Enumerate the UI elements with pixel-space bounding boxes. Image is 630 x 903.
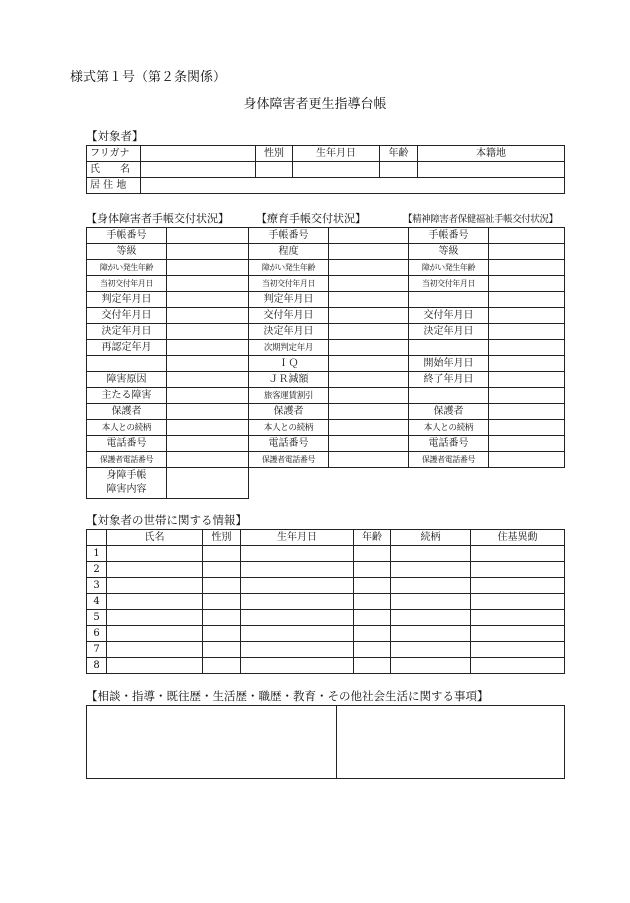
mental-handbook-label: 本人との続柄 — [409, 420, 489, 436]
physical-handbook-label: 障害原因 — [87, 372, 167, 388]
handbook-row — [87, 404, 565, 420]
physical-handbook-value[interactable] — [167, 260, 249, 276]
household-cell-sex[interactable] — [203, 658, 241, 674]
household-cell-sex[interactable] — [203, 562, 241, 578]
physical-handbook-label: 本人との続柄 — [87, 420, 167, 436]
household-cell-name[interactable] — [107, 642, 203, 658]
household-heading: 【対象者の世帯に関する情報】 — [86, 513, 247, 527]
handbook-row — [87, 260, 565, 276]
household-col-sex: 性別 — [203, 530, 241, 546]
mental-handbook-value[interactable] — [489, 356, 565, 372]
mental-handbook-label: 終了年月日 — [409, 372, 489, 388]
mental-handbook-label: 保護者 — [409, 404, 489, 420]
household-row-number: 3 — [87, 578, 107, 594]
household-cell-age[interactable] — [354, 610, 391, 626]
mental-handbook-value[interactable] — [489, 436, 565, 452]
ryoiku-handbook-value[interactable] — [329, 388, 409, 404]
mental-handbook-heading: 【精神障害者保健福祉手帳交付状況】 — [403, 214, 558, 225]
handbook-row — [87, 228, 565, 244]
mental-handbook-value[interactable] — [489, 276, 565, 292]
household-row — [87, 642, 565, 658]
household-row-number: 5 — [87, 610, 107, 626]
household-cell-age[interactable] — [354, 642, 391, 658]
physical-handbook-heading: 【身体障害者手帳交付状況】 — [86, 212, 229, 225]
age-value[interactable] — [380, 162, 418, 178]
ryoiku-handbook-label: 障がい発生年齢 — [249, 260, 329, 276]
domicile-label: 本籍地 — [418, 146, 565, 162]
household-cell-age[interactable] — [354, 578, 391, 594]
physical-handbook-value[interactable] — [167, 244, 249, 260]
household-cell-birth[interactable] — [241, 658, 354, 674]
sex-value[interactable] — [256, 162, 293, 178]
household-cell-sex[interactable] — [203, 626, 241, 642]
physical-handbook-value[interactable] — [167, 292, 249, 308]
household-cell-relation[interactable] — [391, 578, 471, 594]
ryoiku-handbook-value[interactable] — [329, 260, 409, 276]
handbook-row — [87, 388, 565, 404]
household-cell-residence-change[interactable] — [471, 626, 565, 642]
mental-handbook-label: 決定年月日 — [409, 324, 489, 340]
handbook-row — [87, 452, 565, 468]
household-cell-sex[interactable] — [203, 594, 241, 610]
physical-handbook-label: 等級 — [87, 244, 167, 260]
address-label: 居 住 地 — [87, 178, 141, 194]
furigana-label: フリガナ — [87, 146, 141, 162]
handbook-row — [87, 420, 565, 436]
handbook-row — [87, 292, 565, 308]
household-row — [87, 658, 565, 674]
disability-content-label-line2: 障害内容 — [106, 484, 147, 495]
household-cell-sex[interactable] — [203, 546, 241, 562]
household-row-number: 2 — [87, 562, 107, 578]
physical-handbook-label: 電話番号 — [87, 436, 167, 452]
household-cell-residence-change[interactable] — [471, 562, 565, 578]
household-cell-name[interactable] — [107, 626, 203, 642]
physical-handbook-label: 当初交付年月日 — [87, 276, 167, 292]
physical-handbook-value[interactable] — [167, 452, 249, 468]
ryoiku-handbook-value[interactable] — [329, 420, 409, 436]
mental-handbook-value[interactable] — [489, 244, 565, 260]
household-col-birth: 生年月日 — [241, 530, 354, 546]
household-corner — [87, 530, 107, 546]
ryoiku-handbook-value[interactable] — [329, 452, 409, 468]
ryoiku-handbook-label: 程度 — [249, 244, 329, 260]
ryoiku-handbook-label: 保護者 — [249, 404, 329, 420]
physical-handbook-label: 決定年月日 — [87, 324, 167, 340]
household-row-number: 7 — [87, 642, 107, 658]
household-cell-sex[interactable] — [203, 578, 241, 594]
handbook-blank-area — [249, 468, 565, 499]
notes-heading: 【相談・指導・既往歴・生活歴・職歴・教育・その他社会生活に関する事項】 — [86, 689, 489, 703]
ryoiku-handbook-value[interactable] — [329, 308, 409, 324]
household-row — [87, 626, 565, 642]
mental-handbook-value[interactable] — [489, 372, 565, 388]
household-cell-birth[interactable] — [241, 578, 354, 594]
ryoiku-handbook-value[interactable] — [329, 356, 409, 372]
household-cell-sex[interactable] — [203, 610, 241, 626]
household-cell-relation[interactable] — [391, 610, 471, 626]
household-cell-birth[interactable] — [241, 546, 354, 562]
handbook-row — [87, 436, 565, 452]
household-table — [86, 529, 565, 674]
address-value[interactable] — [141, 178, 565, 194]
ryoiku-handbook-value[interactable] — [329, 228, 409, 244]
mental-handbook-label: 障がい発生年齢 — [409, 260, 489, 276]
notes-right-area[interactable] — [337, 706, 565, 779]
physical-handbook-value[interactable] — [167, 420, 249, 436]
household-cell-relation[interactable] — [391, 626, 471, 642]
household-cell-residence-change[interactable] — [471, 594, 565, 610]
physical-handbook-label — [87, 356, 167, 372]
mental-handbook-value[interactable] — [489, 292, 565, 308]
handbook-row — [87, 276, 565, 292]
household-cell-name[interactable] — [107, 610, 203, 626]
household-cell-residence-change[interactable] — [471, 578, 565, 594]
household-cell-age[interactable] — [354, 546, 391, 562]
household-cell-birth[interactable] — [241, 610, 354, 626]
ryoiku-handbook-value[interactable] — [329, 404, 409, 420]
physical-handbook-label: 判定年月日 — [87, 292, 167, 308]
household-cell-relation[interactable] — [391, 562, 471, 578]
household-cell-name[interactable] — [107, 578, 203, 594]
disability-content-label — [87, 468, 167, 499]
domicile-value[interactable] — [418, 162, 565, 178]
household-row-number: 8 — [87, 658, 107, 674]
household-row — [87, 562, 565, 578]
household-row-number: 4 — [87, 594, 107, 610]
mental-handbook-value[interactable] — [489, 388, 565, 404]
household-row — [87, 594, 565, 610]
household-cell-relation[interactable] — [391, 594, 471, 610]
household-cell-age[interactable] — [354, 658, 391, 674]
notes-table — [86, 705, 565, 779]
furigana-value[interactable] — [141, 146, 256, 162]
ryoiku-handbook-label: 決定年月日 — [249, 324, 329, 340]
ryoiku-handbook-label: 当初交付年月日 — [249, 276, 329, 292]
household-cell-name[interactable] — [107, 658, 203, 674]
physical-handbook-value[interactable] — [167, 276, 249, 292]
disability-content-label-line1: 身障手帳 — [106, 470, 147, 481]
household-cell-residence-change[interactable] — [471, 658, 565, 674]
household-cell-birth[interactable] — [241, 626, 354, 642]
handbook-row — [87, 340, 565, 356]
notes-left-area[interactable] — [87, 706, 337, 779]
form-number: 様式第１号（第２条関係） — [70, 70, 227, 85]
sex-label: 性別 — [256, 146, 293, 162]
mental-handbook-label: 保護者電話番号 — [409, 452, 489, 468]
ryoiku-handbook-label: ＪＲ減額 — [249, 372, 329, 388]
household-cell-name[interactable] — [107, 546, 203, 562]
age-label: 年齢 — [380, 146, 418, 162]
handbook-row-disability-content — [87, 468, 565, 499]
household-col-name: 氏名 — [107, 530, 203, 546]
ryoiku-handbook-value[interactable] — [329, 436, 409, 452]
physical-handbook-value[interactable] — [167, 324, 249, 340]
mental-handbook-value[interactable] — [489, 228, 565, 244]
household-cell-relation[interactable] — [391, 658, 471, 674]
household-cell-sex[interactable] — [203, 642, 241, 658]
handbook-row — [87, 356, 565, 372]
household-cell-residence-change[interactable] — [471, 610, 565, 626]
document-title: 身体障害者更生指導台帳 — [243, 97, 387, 112]
mental-handbook-label — [409, 292, 489, 308]
household-col-residence-change: 住基異動 — [471, 530, 565, 546]
name-value[interactable] — [141, 162, 256, 178]
subject-heading: 【対象者】 — [86, 129, 144, 143]
ryoiku-handbook-label: 電話番号 — [249, 436, 329, 452]
household-cell-relation[interactable] — [391, 642, 471, 658]
physical-handbook-label: 再認定年月 — [87, 340, 167, 356]
ryoiku-handbook-heading: 【療育手帳交付状況】 — [256, 212, 366, 225]
handbook-row — [87, 308, 565, 324]
physical-handbook-value[interactable] — [167, 340, 249, 356]
ryoiku-handbook-label: 次期判定年月 — [249, 340, 329, 356]
household-cell-residence-change[interactable] — [471, 546, 565, 562]
ryoiku-handbook-label: 判定年月日 — [249, 292, 329, 308]
mental-handbook-label: 電話番号 — [409, 436, 489, 452]
handbook-row — [87, 372, 565, 388]
mental-handbook-value[interactable] — [489, 404, 565, 420]
household-col-relation: 続柄 — [391, 530, 471, 546]
mental-handbook-label: 当初交付年月日 — [409, 276, 489, 292]
ryoiku-handbook-label: 手帳番号 — [249, 228, 329, 244]
ryoiku-handbook-value[interactable] — [329, 340, 409, 356]
mental-handbook-value[interactable] — [489, 340, 565, 356]
ryoiku-handbook-label: 旅客運賃割引 — [249, 388, 329, 404]
mental-handbook-value[interactable] — [489, 324, 565, 340]
mental-handbook-label: 開始年月日 — [409, 356, 489, 372]
physical-handbook-value[interactable] — [167, 388, 249, 404]
subject-table — [86, 145, 565, 194]
handbook-table — [86, 227, 565, 499]
birth-value[interactable] — [293, 162, 380, 178]
ryoiku-handbook-value[interactable] — [329, 324, 409, 340]
household-row-number: 1 — [87, 546, 107, 562]
name-label: 氏 名 — [87, 162, 141, 178]
mental-handbook-value[interactable] — [489, 308, 565, 324]
ryoiku-handbook-value[interactable] — [329, 292, 409, 308]
mental-handbook-value[interactable] — [489, 452, 565, 468]
physical-handbook-label: 障がい発生年齢 — [87, 260, 167, 276]
household-cell-birth[interactable] — [241, 562, 354, 578]
ryoiku-handbook-label: ＩＱ — [249, 356, 329, 372]
household-cell-age[interactable] — [354, 626, 391, 642]
physical-handbook-value[interactable] — [167, 436, 249, 452]
ryoiku-handbook-label: 交付年月日 — [249, 308, 329, 324]
household-cell-age[interactable] — [354, 594, 391, 610]
handbook-row — [87, 324, 565, 340]
ryoiku-handbook-label: 本人との続柄 — [249, 420, 329, 436]
physical-handbook-value[interactable] — [167, 356, 249, 372]
physical-handbook-value[interactable] — [167, 228, 249, 244]
household-col-age: 年齢 — [354, 530, 391, 546]
handbook-row — [87, 244, 565, 260]
physical-handbook-value[interactable] — [167, 372, 249, 388]
physical-handbook-label: 交付年月日 — [87, 308, 167, 324]
ryoiku-handbook-value[interactable] — [329, 244, 409, 260]
ryoiku-handbook-value[interactable] — [329, 276, 409, 292]
physical-handbook-label: 保護者電話番号 — [87, 452, 167, 468]
household-cell-birth[interactable] — [241, 594, 354, 610]
household-row — [87, 546, 565, 562]
ryoiku-handbook-label: 保護者電話番号 — [249, 452, 329, 468]
physical-handbook-value[interactable] — [167, 308, 249, 324]
household-cell-name[interactable] — [107, 594, 203, 610]
household-cell-birth[interactable] — [241, 642, 354, 658]
household-cell-relation[interactable] — [391, 546, 471, 562]
ryoiku-handbook-value[interactable] — [329, 372, 409, 388]
mental-handbook-label — [409, 340, 489, 356]
mental-handbook-label — [409, 388, 489, 404]
physical-handbook-value[interactable] — [167, 404, 249, 420]
mental-handbook-value[interactable] — [489, 260, 565, 276]
mental-handbook-label: 交付年月日 — [409, 308, 489, 324]
physical-handbook-label: 保護者 — [87, 404, 167, 420]
household-cell-age[interactable] — [354, 562, 391, 578]
household-row — [87, 578, 565, 594]
household-row-number: 6 — [87, 626, 107, 642]
mental-handbook-label: 等級 — [409, 244, 489, 260]
mental-handbook-value[interactable] — [489, 420, 565, 436]
household-row — [87, 610, 565, 626]
household-cell-residence-change[interactable] — [471, 642, 565, 658]
household-cell-name[interactable] — [107, 562, 203, 578]
mental-handbook-label: 手帳番号 — [409, 228, 489, 244]
disability-content-value[interactable] — [167, 468, 249, 499]
physical-handbook-label: 主たる障害 — [87, 388, 167, 404]
birth-label: 生年月日 — [293, 146, 380, 162]
physical-handbook-label: 手帳番号 — [87, 228, 167, 244]
